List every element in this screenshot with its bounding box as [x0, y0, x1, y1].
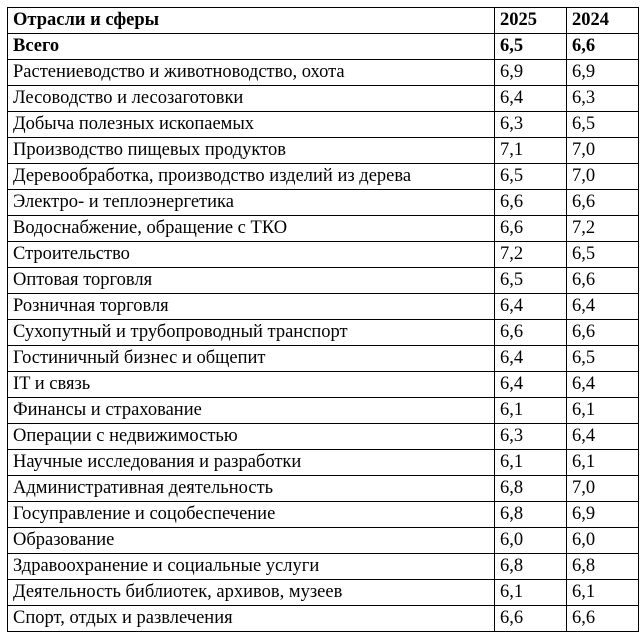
industry-cell: Спорт, отдых и развлечения	[8, 606, 495, 632]
value-2025-cell: 6,3	[495, 112, 567, 138]
table-row	[8, 372, 639, 398]
value-2024-cell: 6,6	[567, 320, 639, 346]
industry-cell: Здравоохранение и социальные услуги	[8, 554, 495, 580]
value-2024-cell: 6,6	[567, 268, 639, 294]
value-2025-cell: 6,6	[495, 606, 567, 632]
industry-cell: Гостиничный бизнес и общепит	[8, 346, 495, 372]
table-row	[8, 242, 639, 268]
value-2025-cell: 6,4	[495, 346, 567, 372]
table-row	[8, 554, 639, 580]
industry-table	[7, 7, 639, 632]
value-2024-cell: 6,6	[567, 606, 639, 632]
table-row	[8, 450, 639, 476]
table-row	[8, 268, 639, 294]
industry-cell: Строительство	[8, 242, 495, 268]
value-2024-cell: 6,9	[567, 502, 639, 528]
table-row	[8, 294, 639, 320]
table-row	[8, 398, 639, 424]
industry-cell: Производство пищевых продуктов	[8, 138, 495, 164]
value-2024-cell: 6,5	[567, 242, 639, 268]
value-2025-cell: 6,8	[495, 502, 567, 528]
value-2024-cell: 6,4	[567, 294, 639, 320]
table-row	[8, 320, 639, 346]
value-2025-cell: 6,1	[495, 450, 567, 476]
header-industry: Отрасли и сферы	[8, 8, 495, 34]
header-2024: 2024	[567, 8, 639, 34]
value-2024-cell: 6,1	[567, 580, 639, 606]
industry-cell: Всего	[8, 34, 495, 60]
table-row	[8, 86, 639, 112]
table-row	[8, 138, 639, 164]
table-row	[8, 476, 639, 502]
industry-cell: Деятельность библиотек, архивов, музеев	[8, 580, 495, 606]
industry-cell: Операции с недвижимостью	[8, 424, 495, 450]
value-2024-cell: 6,6	[567, 190, 639, 216]
table-row	[8, 528, 639, 554]
value-2024-cell: 6,1	[567, 450, 639, 476]
value-2024-cell: 6,0	[567, 528, 639, 554]
value-2024-cell: 6,6	[567, 34, 639, 60]
table-row	[8, 346, 639, 372]
industry-cell: Растениеводство и животноводство, охота	[8, 60, 495, 86]
table-row	[8, 190, 639, 216]
table-row	[8, 502, 639, 528]
table-body	[8, 34, 639, 632]
value-2025-cell: 6,4	[495, 86, 567, 112]
value-2024-cell: 6,5	[567, 112, 639, 138]
value-2025-cell: 6,4	[495, 294, 567, 320]
value-2025-cell: 6,0	[495, 528, 567, 554]
industry-cell: Оптовая торговля	[8, 268, 495, 294]
industry-cell: Деревообработка, производство изделий из дерева	[8, 164, 495, 190]
value-2025-cell: 6,1	[495, 398, 567, 424]
industry-cell: Водоснабжение, обращение с ТКО	[8, 216, 495, 242]
value-2024-cell: 6,3	[567, 86, 639, 112]
value-2024-cell: 6,1	[567, 398, 639, 424]
value-2025-cell: 6,5	[495, 268, 567, 294]
value-2025-cell: 6,9	[495, 60, 567, 86]
value-2025-cell: 6,6	[495, 190, 567, 216]
value-2024-cell: 6,5	[567, 346, 639, 372]
industry-cell: Административная деятельность	[8, 476, 495, 502]
value-2024-cell: 6,4	[567, 424, 639, 450]
value-2024-cell: 6,9	[567, 60, 639, 86]
value-2025-cell: 6,4	[495, 372, 567, 398]
value-2024-cell: 6,8	[567, 554, 639, 580]
industry-cell: Финансы и страхование	[8, 398, 495, 424]
value-2024-cell: 6,4	[567, 372, 639, 398]
industry-cell: Лесоводство и лесозаготовки	[8, 86, 495, 112]
table-row	[8, 580, 639, 606]
industry-cell: IT и связь	[8, 372, 495, 398]
table-row	[8, 216, 639, 242]
table-row	[8, 424, 639, 450]
value-2025-cell: 7,1	[495, 138, 567, 164]
industry-cell: Госуправление и соцобеспечение	[8, 502, 495, 528]
table-header-row	[8, 8, 639, 34]
value-2025-cell: 6,8	[495, 476, 567, 502]
value-2025-cell: 6,3	[495, 424, 567, 450]
industry-cell: Добыча полезных ископаемых	[8, 112, 495, 138]
value-2025-cell: 6,1	[495, 580, 567, 606]
value-2025-cell: 6,6	[495, 320, 567, 346]
table-row	[8, 164, 639, 190]
value-2024-cell: 7,0	[567, 164, 639, 190]
industry-cell: Образование	[8, 528, 495, 554]
industry-cell: Научные исследования и разработки	[8, 450, 495, 476]
value-2025-cell: 6,5	[495, 34, 567, 60]
value-2025-cell: 6,6	[495, 216, 567, 242]
value-2025-cell: 6,5	[495, 164, 567, 190]
table-row	[8, 112, 639, 138]
header-2025: 2025	[495, 8, 567, 34]
value-2025-cell: 7,2	[495, 242, 567, 268]
value-2024-cell: 7,0	[567, 138, 639, 164]
industry-cell: Электро- и теплоэнергетика	[8, 190, 495, 216]
table-row	[8, 60, 639, 86]
value-2024-cell: 7,0	[567, 476, 639, 502]
industry-cell: Розничная торговля	[8, 294, 495, 320]
table-row	[8, 606, 639, 632]
table-row	[8, 34, 639, 60]
industry-cell: Сухопутный и трубопроводный транспорт	[8, 320, 495, 346]
value-2025-cell: 6,8	[495, 554, 567, 580]
value-2024-cell: 7,2	[567, 216, 639, 242]
